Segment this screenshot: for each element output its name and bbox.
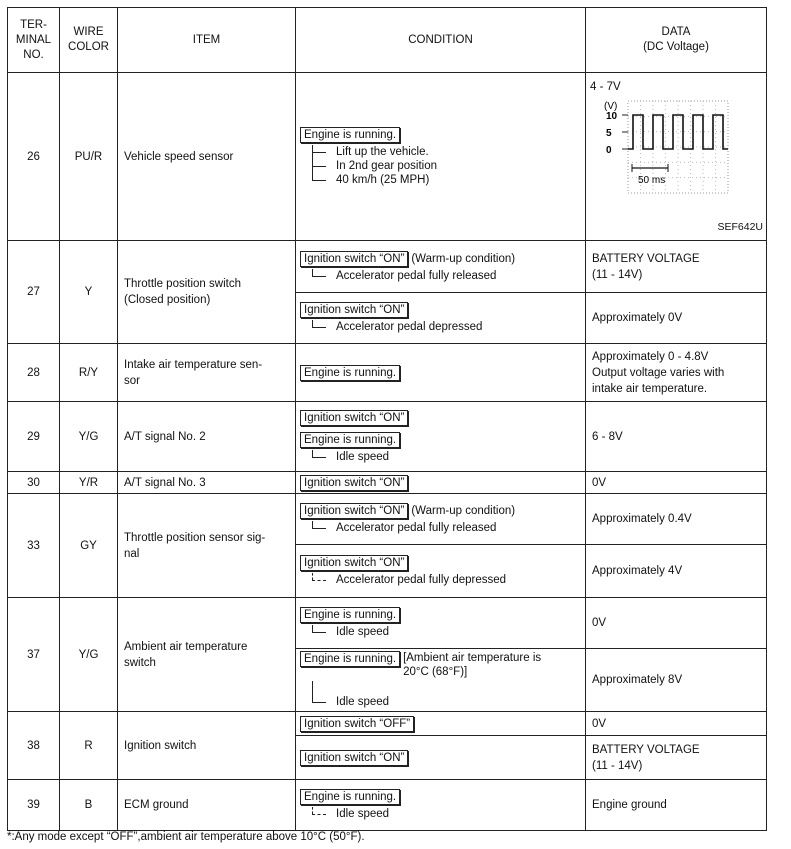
terminal-number: 28 [8,344,60,402]
item-name: Throttle position switch (Closed position) [118,241,296,344]
item-name: ECM ground [118,780,296,831]
condition [300,607,581,639]
condition-box: Engine is running. [300,607,400,623]
condition [300,503,581,535]
condition-detail: Idle speed [336,450,581,464]
data-value: BATTERY VOLTAGE (11 - 14V) [592,252,700,281]
data-value: Approximately 0V [592,312,683,324]
item-name: Throttle position sensor sig- nal [118,494,296,598]
item-name: A/T signal No. 3 [118,472,296,494]
condition [300,127,581,187]
y-tick-label: 10 [606,110,618,122]
condition [300,716,581,732]
item-name: Vehicle speed sensor [118,73,296,241]
header-data: DATA (DC Voltage) [586,8,767,73]
waveform-figure [586,77,766,237]
table-row [8,712,767,736]
condition-box: Ignition switch “OFF” [300,716,414,732]
header-wire-color: WIRE COLOR [60,8,118,73]
wire-color: Y/G [60,402,118,472]
condition-detail: Accelerator pedal fully depressed [336,573,581,587]
condition-detail: Idle speed [336,625,581,639]
table-row [8,472,767,494]
condition [300,410,581,464]
wire-color: R/Y [60,344,118,402]
condition [300,651,581,709]
data-value: 4 - 7V [590,80,621,93]
condition-box: Ignition switch “ON” [300,302,408,318]
waveform-chart [592,95,732,205]
table-row [8,402,767,472]
condition-detail: Accelerator pedal fully released [336,521,581,535]
condition-box: Ignition switch “ON” [300,503,408,519]
item-name: Ignition switch [118,712,296,780]
condition-box: Ignition switch “ON” [300,555,408,571]
data-value: Approximately 0 - 4.8V Output voltage varies with intake air temperature. [592,350,725,395]
wire-color: R [60,712,118,780]
condition [300,750,581,766]
condition-note: (Warm-up condition) [411,252,516,265]
data-value: Approximately 8V [592,674,683,686]
y-tick-label: 0 [606,144,612,156]
condition [300,475,581,491]
wire-color: Y [60,241,118,344]
condition [300,789,581,821]
wire-color: Y/R [60,472,118,494]
terminal-number: 27 [8,241,60,344]
condition-detail: Idle speed [336,695,581,709]
condition-box: Ignition switch “ON” [300,251,408,267]
terminal-data-table [7,7,767,831]
wire-color: B [60,780,118,831]
y-axis-unit: (V) [604,100,618,112]
table-row [8,598,767,649]
condition-box: Engine is running. [300,127,400,143]
wire-color: Y/G [60,598,118,712]
item-name: A/T signal No. 2 [118,402,296,472]
terminal-number: 26 [8,73,60,241]
condition [300,302,581,334]
terminal-number: 37 [8,598,60,712]
table-row [8,241,767,293]
condition-note: (Warm-up condition) [411,505,516,517]
condition-box: Ignition switch “ON” [300,410,408,426]
table-row [8,780,767,831]
condition-box: Engine is running. [300,789,400,805]
terminal-number: 39 [8,780,60,831]
terminal-number: 30 [8,472,60,494]
condition-box: Engine is running. [300,432,400,448]
condition-box: Engine is running. [300,651,400,667]
data-value: Approximately 0.4V [592,513,692,525]
figure-id: SEF642U [717,220,763,233]
terminal-number: 29 [8,402,60,472]
data-value: 6 - 8V [592,430,623,443]
condition-detail: Accelerator pedal fully released [336,269,581,283]
header-terminal-no: TER- MINAL NO. [8,8,60,73]
data-value: 0V [592,617,607,629]
condition-box: Engine is running. [300,365,400,381]
table-row [8,494,767,545]
condition-detail: In 2nd gear position [336,159,581,173]
data-value: 0V [592,476,607,489]
item-name: Ambient air temperature switch [118,598,296,712]
item-name: Intake air temperature sen- sor [118,344,296,402]
condition-note: [Ambient air temperature is 20°C (68°F)] [403,652,542,678]
condition-box: Ignition switch “ON” [300,750,408,766]
data-value: Engine ground [592,799,667,811]
terminal-number: 38 [8,712,60,780]
condition-detail: Accelerator pedal depressed [336,320,581,334]
condition [300,251,581,283]
condition [300,555,581,587]
condition-box: Ignition switch “ON” [300,475,408,491]
condition-detail: 40 km/h (25 MPH) [336,173,581,187]
waveform-signal-line [628,115,728,149]
wire-color: GY [60,494,118,598]
condition [300,365,581,381]
data-value: 0V [592,717,607,730]
table-header-row [8,8,767,73]
data-value: BATTERY VOLTAGE (11 - 14V) [592,743,700,772]
table-row [8,73,767,241]
header-item: ITEM [118,8,296,73]
wire-color: PU/R [60,73,118,241]
y-tick-label: 5 [606,127,612,139]
data-value: Approximately 4V [592,565,683,577]
condition-detail: Lift up the vehicle. [336,145,581,159]
condition-detail: Idle speed [336,807,581,821]
time-scale-label: 50 ms [638,174,666,186]
header-condition: CONDITION [296,8,586,73]
footnote: *:Any mode except “OFF”,ambient air temperature above 10°C (50°F). [7,831,365,843]
terminal-number: 33 [8,494,60,598]
table-row [8,344,767,402]
